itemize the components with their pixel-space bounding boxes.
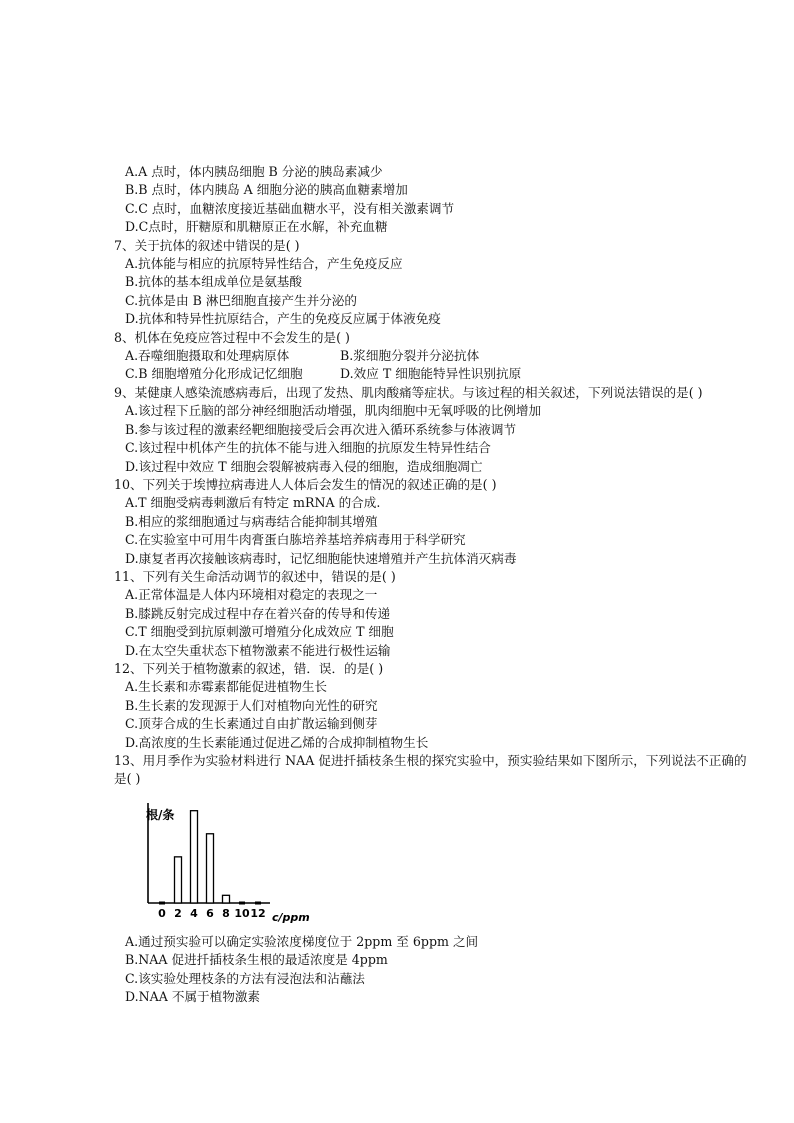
q6-option-d: D.C点时，肝糖原和肌糖原正在水解，补充血糖 [125,219,388,235]
q9-option-a: A.该过程下丘脑的部分神经细胞活动增强，肌肉细胞中无氧呼吸的比例增加 [125,403,542,419]
chart-y-label: 根/条 [146,807,175,822]
q13-stem: 13、用月季作为实验材料进行 NAA 促进扦插枝条生根的探究实验中，预实验结果如下图所示，下列说法不正确的是( ) [114,753,747,787]
q12-option-a: A.生长素和赤霉素都能促进植物生长 [125,679,328,695]
q7-stem: 7、关于抗体的叙述中错误的是( ) [114,237,300,253]
chart-svg [130,797,330,927]
q8-option-d: D.效应 T 细胞能特异性识别抗原 [340,366,522,382]
rooting-bar-chart [130,797,330,927]
chart-bar-8 [223,895,230,903]
q11-stem: 11、下列有关生命活动调节的叙述中，错误的是( ) [114,568,396,584]
chart-bar-6 [207,834,214,903]
q9-option-b: B.参与该过程的激素经靶细胞接受后会再次进入循环系统参与体液调节 [125,421,517,437]
question-10 [114,476,754,568]
chart-bar-2 [175,857,182,903]
worksheet [114,163,754,1006]
q13-option-b: B.NAA 促进扦插枝条生根的最适浓度是 4ppm [125,952,388,968]
q10-option-d: D.康复者再次接触该病毒时，记忆细胞能快速增殖并产生抗体消灭病毒 [125,550,517,566]
q8-option-c: C.B 细胞增殖分化形成记忆细胞 [125,366,303,382]
x-tick-label: 12 [250,906,266,920]
question-13 [114,752,754,1006]
q8-options-row-2 [114,365,754,383]
q10-option-b: B.相应的浆细胞通过与病毒结合能抑制其增殖 [125,513,378,529]
q8-options-row-1 [114,347,754,365]
q10-stem: 10、下列关于埃博拉病毒进人人体后会发生的情况的叙述正确的是( ) [114,476,497,492]
question-12 [114,660,754,752]
q7-option-a: A.抗体能与相应的抗原特异性结合，产生免疫反应 [125,256,403,272]
q7-option-c: C.抗体是由 B 淋巴细胞直接产生并分泌的 [125,292,357,308]
question-9 [114,384,754,476]
q7-option-b: B.抗体的基本组成单位是氨基酸 [125,274,302,290]
x-tick-label: 0 [158,906,166,920]
question-7 [114,237,754,329]
q12-option-b: B.生长素的发现源于人们对植物向光性的研究 [125,697,378,713]
q8-stem: 8、机体在免疫应答过程中不会发生的是( ) [114,329,350,345]
chart-bars [159,811,261,903]
q13-option-d: D.NAA 不属于植物激素 [125,989,261,1005]
x-tick-label: 10 [234,906,250,920]
q9-option-d: D.该过程中效应 T 细胞会裂解被病毒入侵的细胞，造成细胞凋亡 [125,458,483,474]
x-tick-label: 2 [174,906,182,920]
q6-option-b: B.B 点时，体内胰岛 A 细胞分泌的胰高血糖素增加 [125,182,408,198]
x-tick-label: 6 [206,906,214,920]
q13-option-a: A.通过预实验可以确定实验浓度梯度位于 2ppm 至 6ppm 之间 [125,933,479,949]
q11-option-b: B.膝跳反射完成过程中存在着兴奋的传导和传递 [125,605,391,621]
q11-option-c: C.T 细胞受到抗原刺激可增殖分化成效应 T 细胞 [125,624,394,640]
question-8 [114,329,754,384]
q6-option-a: A.A 点时，体内胰岛细胞 B 分泌的胰岛素减少 [125,164,383,179]
q10-option-c: C.在实验室中可用牛肉膏蛋白胨培养基培养病毒用于科学研究 [125,532,466,548]
q11-option-d: D.在太空失重状态下植物激素不能进行极性运输 [125,642,391,658]
q12-option-c: C.顶芽合成的生长素通过自由扩散运输到侧芽 [125,716,378,732]
q10-option-a: A.T 细胞受病毒刺激后有特定 mRNA 的合成. [125,495,381,511]
q6-option-c: C.C 点时，血糖浓度接近基础血糖水平，没有相关激素调节 [125,200,455,216]
q8-option-a: A.吞噬细胞摄取和处理病原体 [125,348,290,364]
chart-x-label: c/ppm [272,910,310,924]
q7-option-d: D.抗体和特异性抗原结合，产生的免疫反应属于体液免疫 [125,311,441,327]
x-tick-label: 4 [190,906,198,920]
q11-option-a: A.正常体温是人体内环境相对稳定的表现之一 [125,587,378,603]
q8-option-b: B.浆细胞分裂并分泌抗体 [340,348,480,364]
x-tick-label: 8 [222,906,230,920]
q9-option-c: C.该过程中机体产生的抗体不能与进入细胞的抗原发生特异性结合 [125,440,491,456]
chart-tick-labels [158,907,265,920]
q12-option-d: D.高浓度的生长素能通过促进乙烯的合成抑制植物生长 [125,734,429,750]
q12-stem: 12、下列关于植物激素的叙述，错．误．的是( ) [114,660,384,676]
question-6-options [114,163,754,237]
chart-bar-4 [191,811,198,903]
q13-option-c: C.该实验处理枝条的方法有浸泡法和沾蘸法 [125,970,365,986]
q9-stem: 9、某健康人感染流感病毒后，出现了发热、肌肉酸痛等症状。与该过程的相关叙述，下列说法错误的是( ) [114,384,703,400]
question-11 [114,568,754,660]
